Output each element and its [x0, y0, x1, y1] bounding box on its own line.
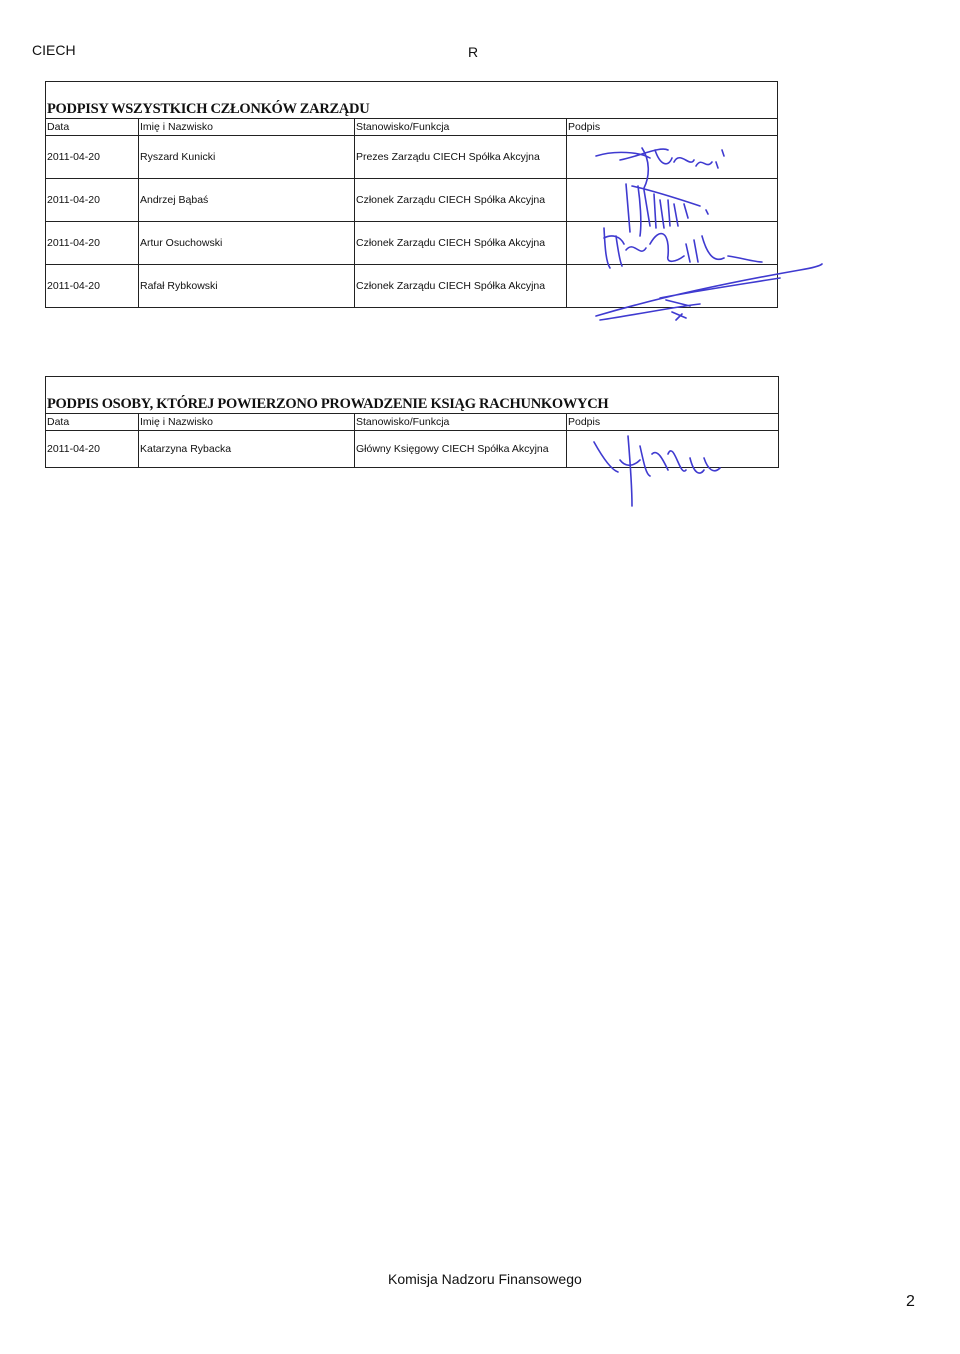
row-signature-cell [567, 431, 779, 468]
row-signature-cell [567, 222, 778, 265]
row-date: 2011-04-20 [46, 431, 139, 468]
row-signature-cell [567, 179, 778, 222]
column-header-date: Data [46, 119, 139, 136]
column-header-signature: Podpis [567, 119, 778, 136]
column-header-position: Stanowisko/Funkcja [355, 414, 567, 431]
accountant-signature-table [45, 376, 779, 468]
column-header-position: Stanowisko/Funkcja [355, 119, 567, 136]
row-name: Katarzyna Rybacka [139, 431, 355, 468]
column-header-name: Imię i Nazwisko [139, 414, 355, 431]
row-position: Członek Zarządu CIECH Spółka Akcyjna [355, 179, 567, 222]
column-header-name: Imię i Nazwisko [139, 119, 355, 136]
column-header-date: Data [46, 414, 139, 431]
row-name: Andrzej Bąbaś [139, 179, 355, 222]
row-position: Członek Zarządu CIECH Spółka Akcyjna [355, 222, 567, 265]
table-row [46, 265, 778, 308]
board-signatures-table [45, 81, 778, 308]
row-name: Artur Osuchowski [139, 222, 355, 265]
header-company: CIECH [32, 42, 76, 58]
table-row [46, 222, 778, 265]
page-number: 2 [906, 1293, 915, 1310]
row-date: 2011-04-20 [46, 179, 139, 222]
row-date: 2011-04-20 [46, 265, 139, 308]
row-date: 2011-04-20 [46, 222, 139, 265]
header-mark: R [468, 44, 479, 60]
row-name: Rafał Rybkowski [139, 265, 355, 308]
row-position: Główny Księgowy CIECH Spółka Akcyjna [355, 431, 567, 468]
row-signature-cell [567, 136, 778, 179]
section-title: PODPIS OSOBY, KTÓREJ POWIERZONO PROWADZENIE KSIĄG RACHUNKOWYCH [46, 377, 779, 414]
row-name: Ryszard Kunicki [139, 136, 355, 179]
row-position: Prezes Zarządu CIECH Spółka Akcyjna [355, 136, 567, 179]
row-signature-cell [567, 265, 778, 308]
section-title: PODPISY WSZYSTKICH CZŁONKÓW ZARZĄDU [46, 82, 778, 119]
table-row [46, 431, 779, 468]
table-row [46, 179, 778, 222]
footer-text: Komisja Nadzoru Finansowego [388, 1271, 582, 1287]
column-header-signature: Podpis [567, 414, 779, 431]
row-position: Członek Zarządu CIECH Spółka Akcyjna [355, 265, 567, 308]
row-date: 2011-04-20 [46, 136, 139, 179]
table-row [46, 136, 778, 179]
